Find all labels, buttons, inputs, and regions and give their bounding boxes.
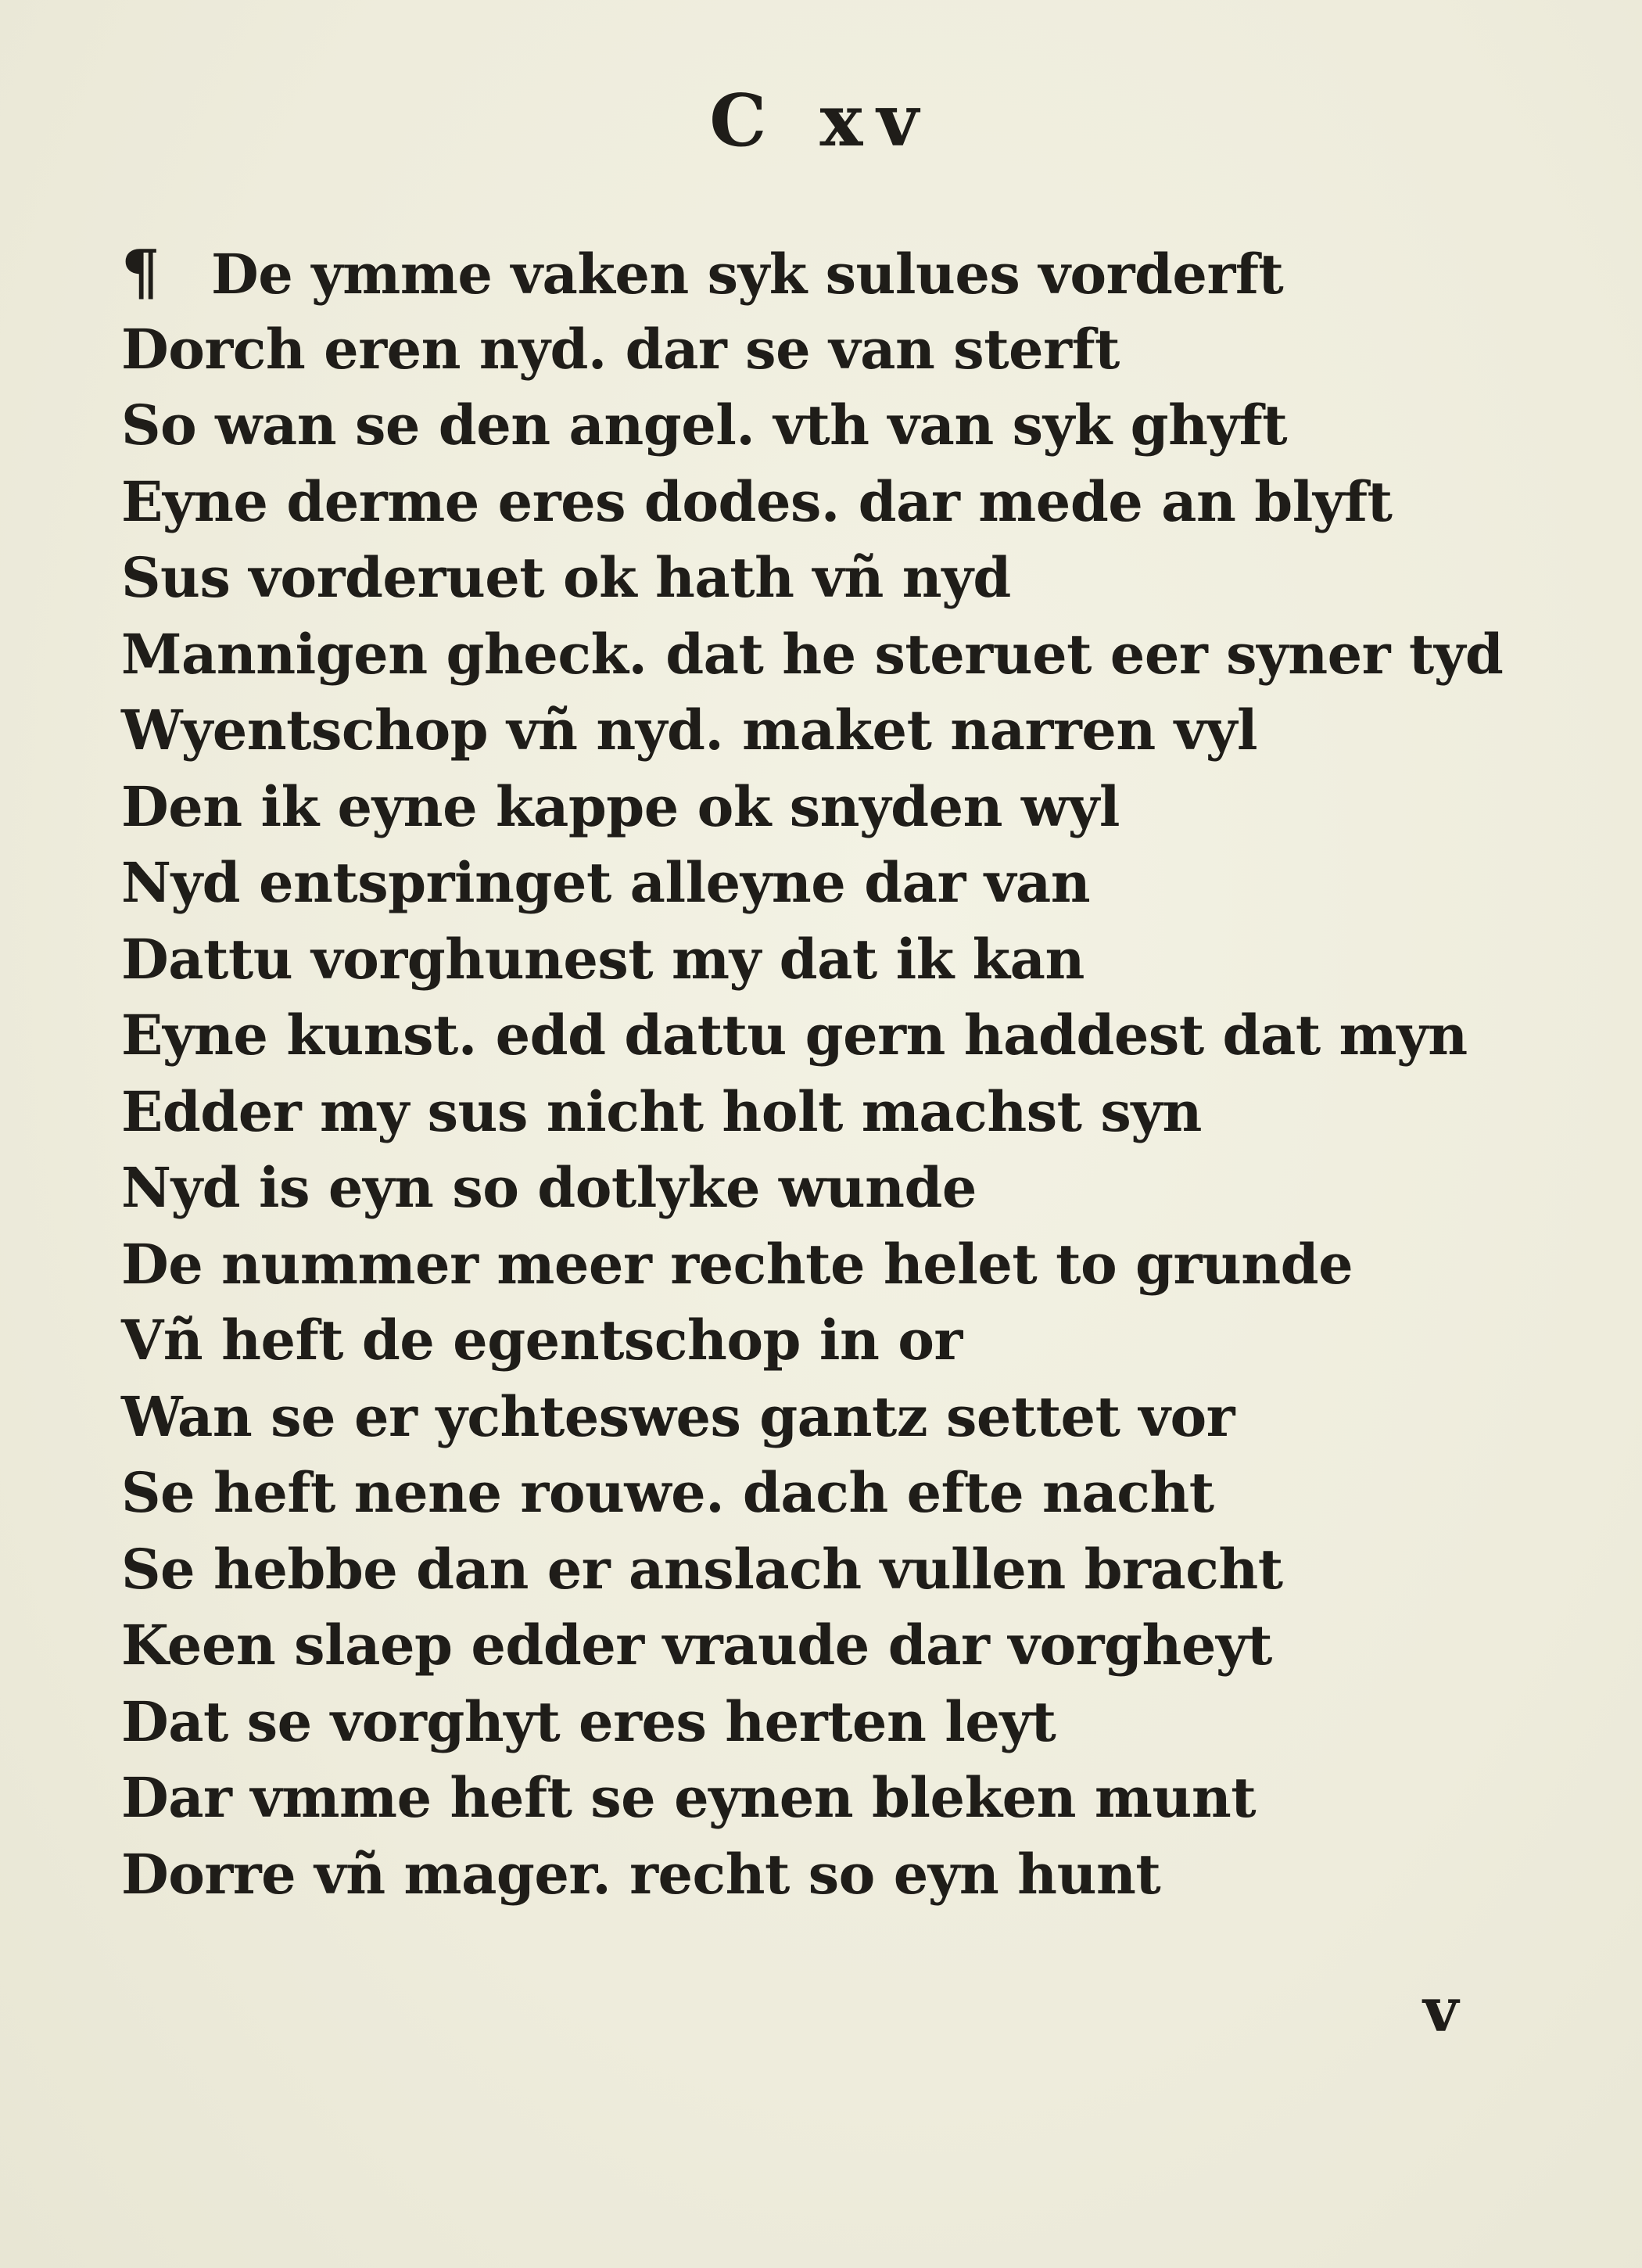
verse-line-4: Eyne derme eres dodes. dar mede an blyft <box>121 468 1393 534</box>
verse-text <box>121 235 1529 1912</box>
verse-line-15: Vñ heft de egentschop in or <box>121 1308 963 1373</box>
verse-line-11: Eyne kunst. edd dattu gern haddest dat myn <box>121 1003 1468 1068</box>
verse-line-9: Nyd entspringet alleyne dar van <box>121 850 1091 915</box>
verse-line-21: Dar vmme heft se eynen bleken munt <box>121 1765 1257 1830</box>
verse-line-18: Se hebbe dan er anslach vullen bracht <box>121 1536 1283 1602</box>
verse-line-20: Dat se vorghyt eres herten leyt <box>121 1688 1056 1754</box>
verse-line-6: Mannigen gheck. dat he steruet eer syner tyd <box>121 621 1504 687</box>
verse-line-12: Edder my sus nicht holt machst syn <box>121 1078 1202 1144</box>
verse-line-5: Sus vorderuet ok hath vñ nyd <box>121 545 1011 610</box>
verse-line-2: Dorch eren nyd. dar se van sterft <box>121 316 1120 382</box>
verse-line-17: Se heft nene rouwe. dach efte nacht <box>121 1460 1214 1525</box>
verse-line-16: Wan se er ychteswes gantz settet vor <box>121 1383 1235 1449</box>
pilcrow-mark: ¶ <box>121 237 160 308</box>
verse-line-22: Dorre vñ mager. recht so eyn hunt <box>121 1841 1161 1907</box>
verse-line-1 <box>121 235 1529 311</box>
page-header: C xv <box>709 78 933 163</box>
verse-line-text: De ymme vaken syk sulues vorderft <box>211 242 1284 307</box>
verse-line-7: Wyentschop vñ nyd. maket narren vyl <box>121 698 1258 763</box>
signature-mark: v <box>1423 1975 1459 2046</box>
verse-line-19: Keen slaep edder vraude dar vorgheyt <box>121 1613 1272 1678</box>
verse-line-13: Nyd is eyn so dotlyke wunde <box>121 1155 977 1220</box>
verse-line-3: So wan se den angel. vth van syk ghyft <box>121 393 1288 458</box>
verse-line-8: Den ik eyne kappe ok snyden wyl <box>121 773 1120 839</box>
verse-line-10: Dattu vorghunest my dat ik kan <box>121 926 1085 992</box>
verse-line-14: De nummer meer rechte helet to grunde <box>121 1231 1353 1297</box>
